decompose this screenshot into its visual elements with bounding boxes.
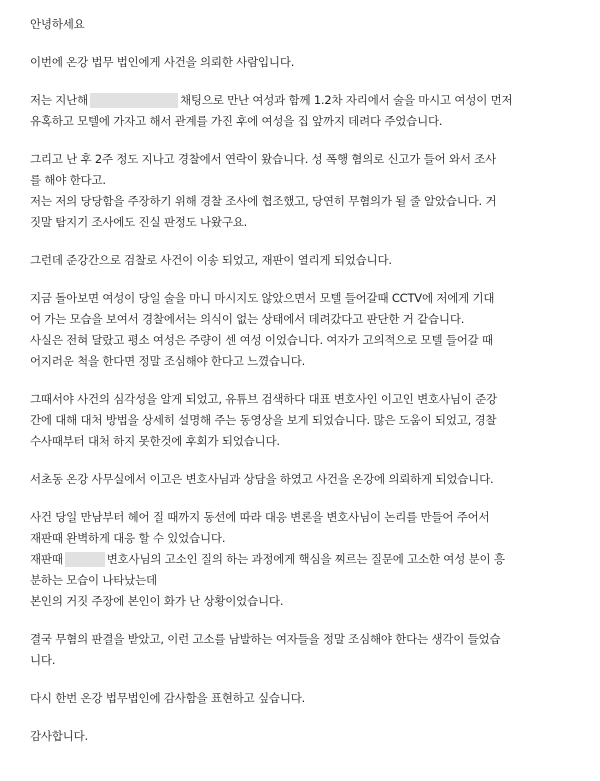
defense-line-1: 사건 당일 만남부터 헤어 질 때까지 동선에 따라 대응 변론을 변호사님이 논리를 만들어 주어서 [30, 510, 490, 524]
youtube-paragraph [30, 389, 576, 452]
reflection-paragraph [30, 288, 576, 372]
reflection-line-1: 지금 돌아보면 여성이 당일 술을 마니 마시지도 않았으면서 모텔 들어갈때 CCTV에 저에게 기대 [30, 291, 495, 305]
greeting-paragraph [30, 14, 576, 35]
police-contact-line-4: 짓말 탐지기 조사에도 진실 판정도 나왔구요. [30, 215, 248, 229]
youtube-line-3: 수사때부터 대처 하지 못한것에 후회가 되었습니다. [30, 434, 280, 448]
police-contact-line-2: 를 해야 한다고. [30, 173, 106, 187]
verdict-paragraph [30, 629, 576, 671]
verdict-line-1: 결국 무혐의 판결을 받았고, 이런 고소를 남발하는 여자들을 정말 조심해야 한다는 생각이 들었습 [30, 632, 501, 646]
gratitude-paragraph [30, 688, 576, 709]
police-contact-line-1: 그리고 난 후 2주 정도 지나고 경찰에서 연락이 왔습니다. 성 폭행 혐의로 신고가 들어 와서 조사 [30, 152, 497, 166]
defense-line-3-end: 변호사님의 고소인 질의 하는 과정에게 핵심을 찌르는 질문에 고소한 여성 분이 흥 [106, 552, 505, 566]
defense-line-3 [30, 549, 576, 570]
defense-paragraph [30, 507, 576, 612]
greeting-text: 안녕하세요 [30, 17, 85, 31]
incident-paragraph [30, 90, 576, 132]
reflection-line-3: 사실은 전혀 달랐고 평소 여성은 주량이 센 여성 이었습니다. 여자가 고의적으로 모텔 들어갈 때 [30, 333, 493, 347]
police-contact-paragraph [30, 149, 576, 233]
consultation-text: 서초동 온강 사무실에서 이고은 변호사님과 상담을 하였고 사건을 온강에 의뢰하게 되었습니다. [30, 472, 494, 486]
incident-line-1-end: 채팅으로 만난 여성과 함께 1.2차 자리에서 술을 마시고 여성이 먼저 [180, 93, 513, 107]
trial-paragraph [30, 250, 576, 271]
defense-line-3-start: 재판때 [30, 552, 63, 566]
defense-line-5: 본인의 거짓 주장에 본인이 화가 난 상황이었습니다. [30, 594, 284, 608]
youtube-line-2: 간에 대해 대처 방법을 상세히 설명해 주는 동영상을 보게 되었습니다. 많은 도움이 되었고, 경찰 [30, 413, 497, 427]
defense-line-4: 분하는 모습이 나타났는데 [30, 573, 157, 587]
gratitude-text: 다시 한번 온강 법무법인에 감사함을 표현하고 싶습니다. [30, 691, 306, 705]
police-contact-line-3: 저는 저의 당당함을 주장하기 위해 경찰 조사에 협조했고, 당연히 무혐의가 될 줄 알았습니다. 거 [30, 194, 497, 208]
intro-paragraph [30, 52, 576, 73]
defense-line-2: 재판때 완벽하게 대응 할 수 있었습니다. [30, 531, 226, 545]
consultation-paragraph [30, 469, 576, 490]
trial-text: 그런데 준강간으로 검찰로 사건이 이송 되었고, 재판이 열리게 되었습니다. [30, 253, 392, 267]
redacted-block [90, 93, 178, 108]
closing-text: 감사합니다. [30, 729, 88, 743]
incident-line-1-start: 저는 지난해 [30, 93, 88, 107]
youtube-line-1: 그때서야 사건의 심각성을 알게 되었고, 유튜브 검색하다 대표 변호사인 이고인 변호사님이 준강 [30, 392, 497, 406]
reflection-line-4: 어지러운 척을 한다면 정말 조심해야 한다고 느꼈습니다. [30, 354, 306, 368]
incident-line-1 [30, 90, 576, 111]
reflection-line-2: 어 가는 모습을 보여서 경찰에서는 의식이 없는 상태에서 데려갔다고 판단한 거 같습니다. [30, 312, 465, 326]
incident-line-2: 유혹하고 모텔에 가자고 해서 관계를 가진 후에 여성을 집 앞까지 데려다 주었습니다. [30, 114, 443, 128]
closing-paragraph [30, 726, 576, 747]
intro-text: 이번에 온강 법무 법인에게 사건을 의뢰한 사람입니다. [30, 55, 295, 69]
redacted-block [65, 552, 105, 567]
verdict-line-2: 니다. [30, 653, 56, 667]
